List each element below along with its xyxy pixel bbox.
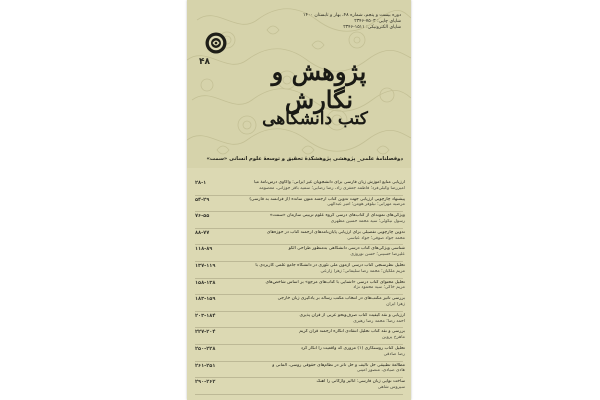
toc-entry-pages: ۸۸-۷۷ (195, 229, 210, 236)
toc-separator (195, 228, 403, 229)
toc-entry-title: ارزیابی و نقد کیفیت کتاب صرف‌ونحو عربی از قرآن پذیری (299, 312, 405, 318)
toc-entry-pages: ۲۹۰-۲۶۲ (195, 379, 216, 386)
journal-subtitle: کتب دانشگاهی (262, 109, 368, 129)
issue-line-3: شاپای الکترونیکی: ۱۵۱۱-۲۳۴۶ (343, 25, 401, 30)
toc-entry-pages: ۲۲۷-۲۰۴ (195, 329, 216, 336)
toc-entry-title: تحلیل کتاب روسنگاری (۱) مروری که واقعیت را انکار کرد (300, 346, 405, 351)
toc-entry-title: تحلیل نظرسنجی کتاب درسی آزمون ملی‌ تئوری در دانشگاه جامع علمی کاربردی با (255, 263, 405, 268)
issue-line-1: دوره بیست و پنجم، شماره ۴۸، بهار و تابستان ۱۴۰۰ (303, 13, 401, 18)
toc-separator (195, 361, 403, 362)
toc-entry-authors: علیرضا حسینی؛ حسن نوروزی (350, 252, 405, 258)
samt-logo (205, 32, 227, 54)
journal-cover (187, 0, 411, 400)
toc-entry-pages: ۲۵۰-۲۲۸ (195, 346, 216, 352)
samt-logo-icon (205, 32, 227, 54)
toc-separator (195, 294, 403, 295)
toc-entry-authors: ماهرخ پروین (382, 335, 405, 341)
toc-separator (195, 261, 403, 262)
toc-separator (195, 211, 403, 212)
table-of-contents (187, 176, 411, 400)
toc-entry-authors: مریم ملکیان؛ محمد رضا سلیمانی؛ زهرا زارعی (320, 268, 405, 274)
toc-separator (195, 195, 403, 196)
toc-entry-authors: سیروس شاهی (377, 384, 405, 390)
toc-entry-title: تحلیل محتوای کتاب درسی «آشنایی با کتاب‌های مرجع» بر اساس شاخص‌های (265, 279, 405, 285)
toc-separator (195, 377, 403, 378)
toc-entry-title: بررسی و نقد کتاب تحلیل انتقادی انگاره ارجمند قرآن کریم (299, 329, 405, 335)
toc-separator (195, 327, 403, 328)
issue-line-2: شاپای چاپی: ۷۵۰۳-۲۳۴۶ (354, 19, 401, 24)
toc-entry-pages: ۱۸۳-۱۵۹ (195, 296, 216, 303)
toc-entry-authors: محمد جواد صوفی؛ جواد عباسی (347, 235, 405, 241)
toc-entry-authors: رسول نیکوئی؛ سید محمد حسین مظهری (330, 218, 405, 224)
toc-entry-title: ویژگی‌های نمونه‌ای از کتاب‌های درسی گروه علوم تربیتی سازمان «سمت» (269, 213, 405, 219)
toc-entry-authors: مرضیه مهرابی؛ نیلوفر هومن؛ آمیر عبدالهی (327, 202, 405, 208)
issue-number: ۴۸ (199, 57, 210, 67)
issue-info (303, 13, 401, 31)
toc-entry-pages: ۲۸-۱ (195, 180, 207, 186)
toc-entry-title: شناسی ویژگی‌های کتاب درسی دانشگاهی به‌منظور طراحی الگو (288, 246, 405, 252)
toc-entry-pages: ۱۱۸-۸۹ (195, 246, 213, 253)
toc-entry-pages: ۷۶-۵۵ (195, 213, 210, 220)
toc-separator (195, 244, 403, 245)
toc-entry-pages: ۲۶۱-۲۵۱ (195, 362, 216, 369)
toc-entry-pages: ۱۳۷-۱۱۹ (195, 263, 216, 269)
toc-entry-pages: ۱۵۸-۱۳۸ (195, 279, 216, 286)
toc-entry-authors: هادی صیادی، منصور امینی (356, 368, 405, 374)
journal-title: پژوهش و نگارش (271, 57, 367, 114)
toc-entry-authors: امیررضا وکیلی‌فرد؛ فاطمه جعفری راد، رضا رضایی؛ سمیه باقر جوزانی، معصومه (259, 185, 405, 191)
toc-separator (195, 278, 403, 279)
toc-entry-title: بررسی تأثیر مکتب‌های در انتخاب مکتب رساله بر یادگیری زبان خارجی (277, 296, 405, 302)
toc-separator (195, 311, 403, 312)
toc-entry-authors: زهرا ایران (386, 301, 405, 307)
toc-entry-authors: احمد رضا؛ محمد رضا رهبری (353, 318, 405, 324)
toc-entry-title: ساخت نوایی زبان فارسی: آنالیز واژگانی را آهنگ (316, 379, 405, 385)
toc-entry-authors: رضا صادقی (383, 351, 405, 357)
toc-separator (195, 394, 403, 395)
toc-entry-pages: ۵۴-۲۹ (195, 196, 210, 203)
toc-entry-title: مطالعهٔ تطبیقی حل تالیف و حل تاثر در نظام‌های حقوقی روسی، آلمانی و (272, 362, 405, 368)
toc-separator (195, 344, 403, 345)
toc-entry-authors: مریم خاکی؛ سید محمود نژاد (353, 285, 405, 291)
toc-entry-pages: ۲۰۳-۱۸۴ (195, 312, 216, 319)
toc-entry-title: تدوین چارچوبی تفصیلی برای ارزیابی پایان‌نامه‌های ارجمند کتاب در حوزه‌های (266, 229, 405, 235)
publisher-line: دوفصلنامهٔ علمی_ پژوهشی پژوهشکدهٔ تحقیق و توسعهٔ علوم انسانی «سمت» (206, 156, 403, 162)
toc-entry-title: ارزیابی منابع آموزش زبان فارسی برای دانشجویان غیر ایرانی: واکاوی درس‌نامهٔ مبا (254, 180, 405, 185)
toc-entry-title: پیشنهاد چارچوبی ارزیابی جهت تدوین کتاب ارجمند متون سانده (از فرانسه به فارسی) (249, 196, 405, 202)
